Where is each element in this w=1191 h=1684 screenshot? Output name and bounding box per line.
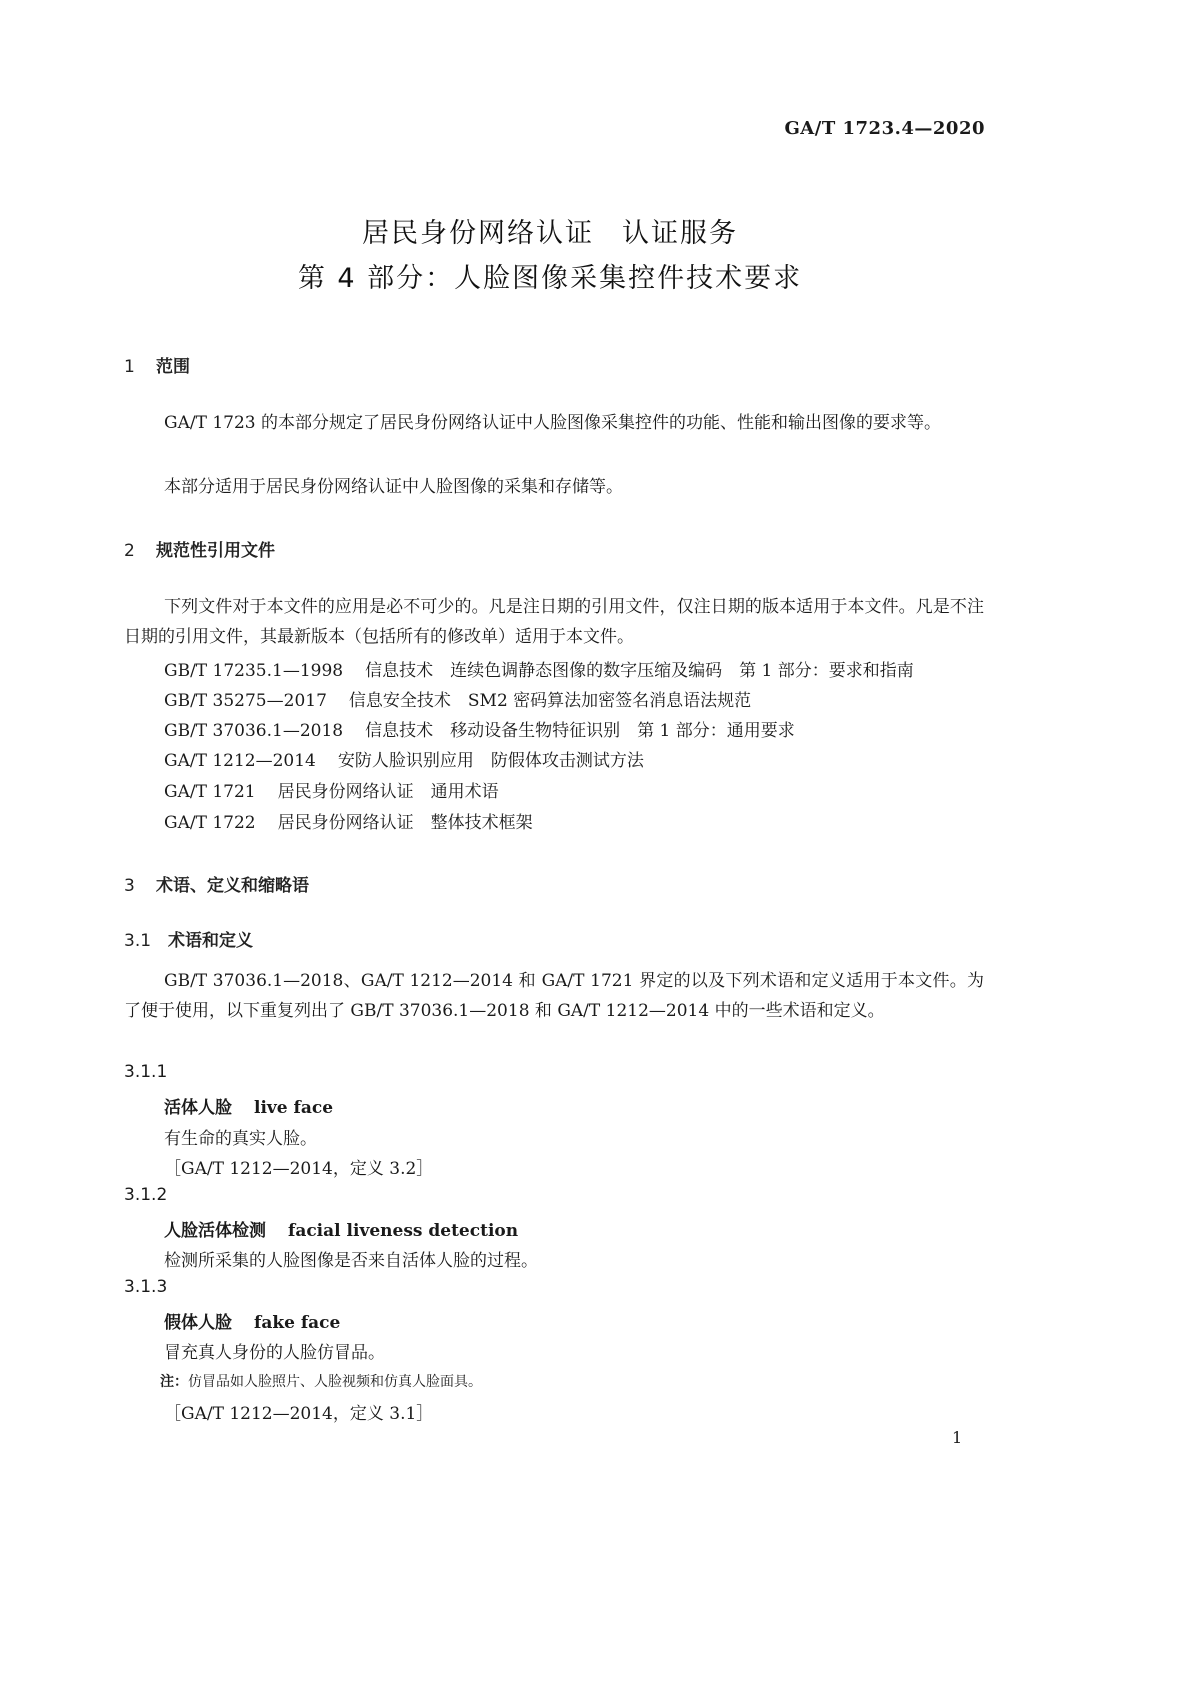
term-number: 3.1.1 [124,1062,168,1082]
reference-item: GB/T 35275—2017 信息安全技术 SM2 密码算法加密签名消息语法规范 [164,691,752,711]
term-number: 3.1.3 [124,1277,168,1297]
section-title: 术语和定义 [168,931,253,951]
section-number: 1 [124,357,135,377]
section-3-1-intro: GB/T 37036.1—2018、GA/T 1212—2014 和 GA/T 1721 界定的以及下列术语和定义适用于本文件。为了便于使用，以下重复列出了 GB/T 37036.1—2018 和 GA/T 1212—2014 中的一些术语和定义。 [124,971,984,1021]
section-title: 术语、定义和缩略语 [156,876,309,896]
section-1-paragraph-2: 本部分适用于居民身份网络认证中人脸图像的采集和存储等。 [164,477,623,497]
term-number: 3.1.2 [124,1185,168,1205]
reference-item: GB/T 17235.1—1998 信息技术 连续色调静态图像的数字压缩及编码 第 1 部分：要求和指南 [164,661,914,681]
term-note: 注：仿冒品如人脸照片、人脸视频和仿真人脸面具。 [160,1374,482,1390]
document-title-line-1 [0,211,1100,250]
section-2-heading [124,536,275,561]
section-number: 3.1 [124,931,152,951]
section-number: 2 [124,541,135,561]
reference-item: GA/T 1212—2014 安防人脸识别应用 防假体攻击测试方法 [164,751,644,771]
reference-item: GB/T 37036.1—2018 信息技术 移动设备生物特征识别 第 1 部分：通用要求 [164,721,795,741]
term-title: 人脸活体检测 facial liveness detection [164,1221,519,1241]
term-definition: 冒充真人身份的人脸仿冒品。 [164,1343,385,1363]
term-source: ［GA/T 1212—2014，定义 3.1］ [164,1404,434,1424]
reference-item: GA/T 1721 居民身份网络认证 通用术语 [164,782,499,802]
section-title: 规范性引用文件 [156,541,275,561]
section-1-heading [124,352,190,377]
document-title-line-2: 第 4 部分：人脸图像采集控件技术要求 [297,263,803,294]
reference-item: GA/T 1722 居民身份网络认证 整体技术框架 [164,813,533,833]
term-definition: 检测所采集的人脸图像是否来自活体人脸的过程。 [164,1251,538,1271]
section-3-1-heading [124,926,253,951]
section-2-intro: 下列文件对于本文件的应用是必不可少的。凡是注日期的引用文件，仅注日期的版本适用于本文件。凡是不注日期的引用文件，其最新版本（包括所有的修改单）适用于本文件。 [124,597,984,647]
term-definition: 有生命的真实人脸。 [164,1129,317,1149]
term-title: 活体人脸 live face [164,1098,334,1118]
title-part-b: 认证服务 [622,218,738,249]
section-title: 范围 [156,357,190,377]
standard-code: GA/T 1723.4—2020 [784,118,985,139]
title-part-a: 居民身份网络认证 [362,218,594,249]
term-title: 假体人脸 fake face [164,1313,341,1333]
section-3-heading [124,871,309,896]
term-source: ［GA/T 1212—2014，定义 3.2］ [164,1159,434,1179]
page-number: 1 [952,1428,963,1447]
section-1-paragraph-1: GA/T 1723 的本部分规定了居民身份网络认证中人脸图像采集控件的功能、性能和输出图像的要求等。 [164,413,941,433]
section-number: 3 [124,876,135,896]
